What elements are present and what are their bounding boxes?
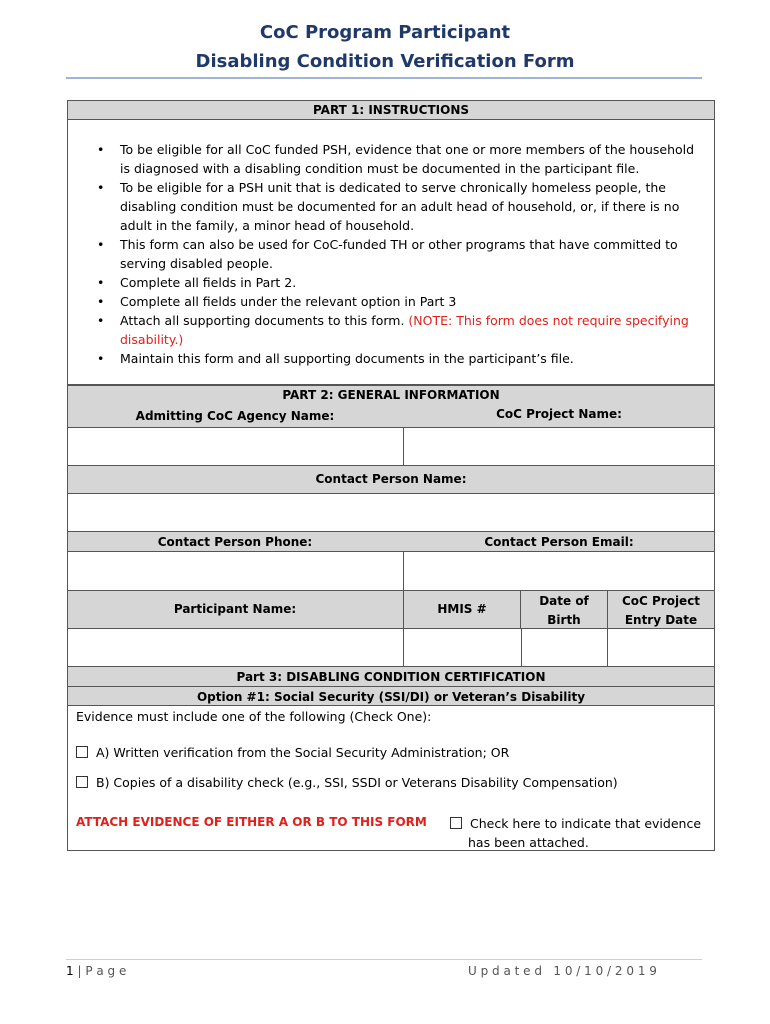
dob-field[interactable]: [521, 628, 608, 667]
form-title-line-2: Disabling Condition Verification Form: [195, 51, 575, 72]
dob-label-line: Date of: [539, 594, 589, 608]
attached-check-row: [450, 814, 701, 852]
instruction-item: • To be eligible for all CoC funded PSH, evidence that one or more members of the household is diagnosed with a disabling condition must be documented in the participant file.: [120, 140, 708, 178]
attached-check-label-line-2: has been attached.: [468, 835, 589, 850]
option-a-row: [76, 745, 509, 760]
page-word: | P a g e: [77, 964, 127, 978]
instruction-item: • This form can also be used for CoC-funded TH or other programs that have committed to serving disabled people.: [120, 235, 708, 273]
contact-phone-label: Contact Person Phone:: [157, 535, 313, 549]
entry-date-label-line: CoC Project: [621, 594, 701, 608]
option-a-checkbox[interactable]: [76, 746, 88, 758]
instruction-item: [120, 311, 708, 349]
dob-label-line: Birth: [547, 613, 581, 627]
option-b-row: [76, 775, 618, 790]
footer-updated: U p d a t e d 1 0 / 1 0 / 2 0 1 9: [468, 964, 657, 978]
option1-header: Option #1: Social Security (SSI/DI) or Veteran’s Disability: [67, 686, 715, 706]
option-b-checkbox[interactable]: [76, 776, 88, 788]
option-b-label: B) Copies of a disability check (e.g., SSI, SSDI or Veterans Disability Compensation): [96, 775, 618, 790]
agency-name-label: Admitting CoC Agency Name:: [135, 409, 335, 423]
part3-header: Part 3: DISABLING CONDITION CERTIFICATION: [67, 666, 715, 687]
agency-name-field[interactable]: [67, 427, 404, 466]
footer-page: [66, 964, 126, 978]
footer-rule: [66, 959, 702, 960]
hmis-label: HMIS #: [437, 602, 487, 616]
attached-check-label: Check here to indicate that evidence: [470, 816, 702, 831]
participant-name-label: Participant Name:: [173, 602, 297, 616]
evidence-intro: Evidence must include one of the following (Check One):: [76, 709, 432, 724]
instruction-item: • Maintain this form and all supporting documents in the participant’s file.: [120, 349, 708, 368]
contact-name-field[interactable]: [67, 493, 715, 532]
instruction-item: • To be eligible for a PSH unit that is dedicated to serve chronically homeless people, the disabling condition must be documented for an adult head of household, or, if there is no adult in the family, a minor head of household.: [120, 178, 708, 235]
instruction-item: • Complete all fields under the relevant option in Part 3: [120, 292, 708, 311]
title-rule: [66, 77, 702, 79]
entry-date-field[interactable]: [607, 628, 715, 667]
form-title-line-1: CoC Program Participant: [259, 22, 511, 43]
attach-notice: ATTACH EVIDENCE OF EITHER A OR B TO THIS FORM: [76, 815, 427, 829]
contact-name-label: Contact Person Name:: [315, 472, 467, 486]
page-number: 1: [66, 964, 74, 978]
dob-label: [521, 592, 607, 630]
instruction-item: • Complete all fields in Part 2.: [120, 273, 708, 292]
attached-checkbox[interactable]: [450, 817, 462, 829]
instruction-note: (NOTE: This form does not require specifying disability.): [120, 313, 689, 347]
instruction-attach-text: Attach all supporting documents to this form.: [120, 313, 405, 328]
project-name-label: CoC Project Name:: [496, 407, 622, 421]
participant-name-field[interactable]: [67, 628, 404, 667]
part2-header: PART 2: GENERAL INFORMATION: [282, 388, 500, 402]
contact-email-label: Contact Person Email:: [484, 535, 634, 549]
instructions-list: [68, 140, 708, 368]
entry-date-label-line: Entry Date: [624, 613, 698, 627]
project-name-field[interactable]: [403, 427, 715, 466]
contact-phone-field[interactable]: [67, 551, 404, 591]
part1-header: PART 1: INSTRUCTIONS: [67, 100, 715, 120]
option-a-label: A) Written verification from the Social Security Administration; OR: [96, 745, 510, 760]
entry-date-label: [607, 592, 715, 630]
contact-email-field[interactable]: [403, 551, 715, 591]
hmis-field[interactable]: [403, 628, 522, 667]
